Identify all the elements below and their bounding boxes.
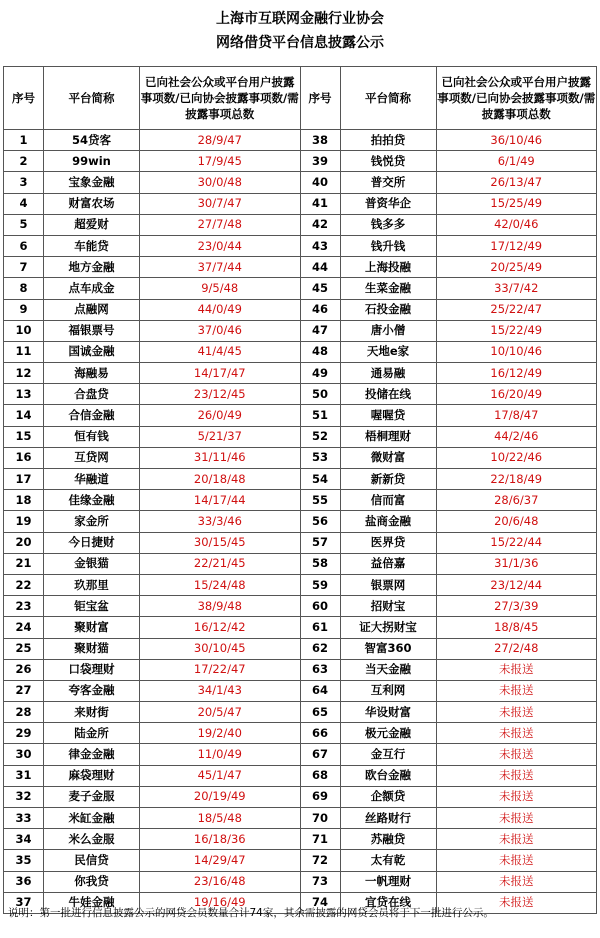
left-platform-name-cell: 牛娃金融 bbox=[44, 892, 140, 913]
header-seq-right: 序号 bbox=[300, 67, 340, 130]
left-platform-name-cell: 金银猫 bbox=[44, 553, 140, 574]
table-row bbox=[4, 257, 597, 278]
right-platform-name-cell: 益倍嘉 bbox=[340, 553, 436, 574]
right-disclosure-value-cell: 未报送 bbox=[436, 659, 597, 680]
table-row bbox=[4, 447, 597, 468]
title-disclosure: 网络借贷平台信息披露公示 bbox=[216, 35, 384, 51]
right-disclosure-value-cell: 16/20/49 bbox=[436, 384, 597, 405]
right-platform-name-cell: 智富360 bbox=[340, 638, 436, 659]
left-platform-name-cell: 口袋理财 bbox=[44, 659, 140, 680]
right-platform-name-cell: 金互行 bbox=[340, 744, 436, 765]
header-row bbox=[4, 67, 597, 130]
footnote: 说明：第一批进行信息披露公示的网贷会员数量合计74家，其余需披露的网贷会员将于下一批进行公示。 bbox=[8, 907, 494, 919]
right-platform-name-cell: 苏融贷 bbox=[340, 829, 436, 850]
table-row bbox=[4, 744, 597, 765]
left-seq-cell: 4 bbox=[4, 193, 44, 214]
left-disclosure-value-cell: 26/0/49 bbox=[140, 405, 301, 426]
right-disclosure-value-cell: 未报送 bbox=[436, 850, 597, 871]
left-seq-cell: 14 bbox=[4, 405, 44, 426]
table-row bbox=[4, 214, 597, 235]
right-platform-name-cell: 普交所 bbox=[340, 172, 436, 193]
table-row bbox=[4, 320, 597, 341]
right-seq-cell: 46 bbox=[300, 299, 340, 320]
left-disclosure-value-cell: 14/29/47 bbox=[140, 850, 301, 871]
left-disclosure-value-cell: 19/16/49 bbox=[140, 892, 301, 913]
right-platform-name-cell: 喔喔贷 bbox=[340, 405, 436, 426]
left-seq-cell: 6 bbox=[4, 235, 44, 256]
right-seq-cell: 67 bbox=[300, 744, 340, 765]
right-disclosure-value-cell: 未报送 bbox=[436, 744, 597, 765]
left-platform-name-cell: 华融道 bbox=[44, 469, 140, 490]
left-disclosure-value-cell: 20/19/49 bbox=[140, 786, 301, 807]
table-row bbox=[4, 511, 597, 532]
left-platform-name-cell: 国诚金融 bbox=[44, 341, 140, 362]
right-seq-cell: 38 bbox=[300, 130, 340, 151]
table-row bbox=[4, 680, 597, 701]
left-disclosure-value-cell: 28/9/47 bbox=[140, 130, 301, 151]
right-disclosure-value-cell: 31/1/36 bbox=[436, 553, 597, 574]
table-row bbox=[4, 617, 597, 638]
left-platform-name-cell: 点融网 bbox=[44, 299, 140, 320]
left-disclosure-value-cell: 19/2/40 bbox=[140, 723, 301, 744]
right-disclosure-value-cell: 未报送 bbox=[436, 892, 597, 913]
left-disclosure-value-cell: 16/12/42 bbox=[140, 617, 301, 638]
right-disclosure-value-cell: 未报送 bbox=[436, 808, 597, 829]
right-seq-cell: 65 bbox=[300, 702, 340, 723]
left-platform-name-cell: 99win bbox=[44, 151, 140, 172]
right-platform-name-cell: 石投金融 bbox=[340, 299, 436, 320]
left-platform-name-cell: 地方金融 bbox=[44, 257, 140, 278]
left-seq-cell: 27 bbox=[4, 680, 44, 701]
table-row bbox=[4, 723, 597, 744]
left-disclosure-value-cell: 30/7/47 bbox=[140, 193, 301, 214]
right-platform-name-cell: 新新贷 bbox=[340, 469, 436, 490]
right-seq-cell: 54 bbox=[300, 469, 340, 490]
right-disclosure-value-cell: 未报送 bbox=[436, 829, 597, 850]
right-platform-name-cell: 企额贷 bbox=[340, 786, 436, 807]
table-row bbox=[4, 871, 597, 892]
table-row bbox=[4, 786, 597, 807]
table-row bbox=[4, 151, 597, 172]
right-disclosure-value-cell: 未报送 bbox=[436, 871, 597, 892]
left-platform-name-cell: 钜宝盆 bbox=[44, 596, 140, 617]
right-disclosure-value-cell: 26/13/47 bbox=[436, 172, 597, 193]
left-seq-cell: 7 bbox=[4, 257, 44, 278]
right-seq-cell: 60 bbox=[300, 596, 340, 617]
right-disclosure-value-cell: 未报送 bbox=[436, 702, 597, 723]
right-platform-name-cell: 招财宝 bbox=[340, 596, 436, 617]
right-seq-cell: 42 bbox=[300, 214, 340, 235]
left-platform-name-cell: 聚财富 bbox=[44, 617, 140, 638]
right-seq-cell: 47 bbox=[300, 320, 340, 341]
right-platform-name-cell: 丝路财行 bbox=[340, 808, 436, 829]
table-row bbox=[4, 808, 597, 829]
left-seq-cell: 13 bbox=[4, 384, 44, 405]
right-seq-cell: 63 bbox=[300, 659, 340, 680]
left-platform-name-cell: 宝象金融 bbox=[44, 172, 140, 193]
left-disclosure-value-cell: 23/16/48 bbox=[140, 871, 301, 892]
left-disclosure-value-cell: 23/12/45 bbox=[140, 384, 301, 405]
left-seq-cell: 20 bbox=[4, 532, 44, 553]
left-seq-cell: 33 bbox=[4, 808, 44, 829]
left-platform-name-cell: 聚财猫 bbox=[44, 638, 140, 659]
right-platform-name-cell: 一帆理财 bbox=[340, 871, 436, 892]
left-disclosure-value-cell: 14/17/47 bbox=[140, 363, 301, 384]
table-row bbox=[4, 829, 597, 850]
left-seq-cell: 18 bbox=[4, 490, 44, 511]
left-seq-cell: 31 bbox=[4, 765, 44, 786]
left-disclosure-value-cell: 18/5/48 bbox=[140, 808, 301, 829]
table-row bbox=[4, 172, 597, 193]
left-seq-cell: 37 bbox=[4, 892, 44, 913]
left-disclosure-value-cell: 31/11/46 bbox=[140, 447, 301, 468]
right-seq-cell: 58 bbox=[300, 553, 340, 574]
left-seq-cell: 3 bbox=[4, 172, 44, 193]
left-seq-cell: 32 bbox=[4, 786, 44, 807]
right-disclosure-value-cell: 28/6/37 bbox=[436, 490, 597, 511]
right-disclosure-value-cell: 16/12/49 bbox=[436, 363, 597, 384]
right-disclosure-value-cell: 25/22/47 bbox=[436, 299, 597, 320]
left-seq-cell: 34 bbox=[4, 829, 44, 850]
left-platform-name-cell: 麻袋理财 bbox=[44, 765, 140, 786]
left-platform-name-cell: 54贷客 bbox=[44, 130, 140, 151]
left-disclosure-value-cell: 20/5/47 bbox=[140, 702, 301, 723]
header-name-left: 平台简称 bbox=[44, 67, 140, 130]
left-disclosure-value-cell: 23/0/44 bbox=[140, 235, 301, 256]
table-row bbox=[4, 278, 597, 299]
left-platform-name-cell: 佳缘金融 bbox=[44, 490, 140, 511]
table-row bbox=[4, 574, 597, 595]
right-platform-name-cell: 生菜金融 bbox=[340, 278, 436, 299]
left-platform-name-cell: 陆金所 bbox=[44, 723, 140, 744]
right-seq-cell: 51 bbox=[300, 405, 340, 426]
right-seq-cell: 55 bbox=[300, 490, 340, 511]
right-disclosure-value-cell: 15/22/49 bbox=[436, 320, 597, 341]
left-seq-cell: 36 bbox=[4, 871, 44, 892]
right-platform-name-cell: 欧台金融 bbox=[340, 765, 436, 786]
left-platform-name-cell: 今日捷财 bbox=[44, 532, 140, 553]
right-seq-cell: 62 bbox=[300, 638, 340, 659]
left-platform-name-cell: 合信金融 bbox=[44, 405, 140, 426]
right-disclosure-value-cell: 33/7/42 bbox=[436, 278, 597, 299]
right-disclosure-value-cell: 20/25/49 bbox=[436, 257, 597, 278]
right-seq-cell: 41 bbox=[300, 193, 340, 214]
table-row bbox=[4, 469, 597, 490]
right-disclosure-value-cell: 15/25/49 bbox=[436, 193, 597, 214]
right-platform-name-cell: 钱多多 bbox=[340, 214, 436, 235]
table-row bbox=[4, 235, 597, 256]
left-seq-cell: 30 bbox=[4, 744, 44, 765]
left-disclosure-value-cell: 37/7/44 bbox=[140, 257, 301, 278]
left-platform-name-cell: 车能贷 bbox=[44, 235, 140, 256]
left-disclosure-value-cell: 14/17/44 bbox=[140, 490, 301, 511]
left-seq-cell: 9 bbox=[4, 299, 44, 320]
left-disclosure-value-cell: 17/22/47 bbox=[140, 659, 301, 680]
header-seq-left: 序号 bbox=[4, 67, 44, 130]
right-seq-cell: 74 bbox=[300, 892, 340, 913]
right-platform-name-cell: 极元金融 bbox=[340, 723, 436, 744]
right-seq-cell: 40 bbox=[300, 172, 340, 193]
left-disclosure-value-cell: 16/18/36 bbox=[140, 829, 301, 850]
right-disclosure-value-cell: 27/3/39 bbox=[436, 596, 597, 617]
right-disclosure-value-cell: 44/2/46 bbox=[436, 426, 597, 447]
left-seq-cell: 35 bbox=[4, 850, 44, 871]
left-seq-cell: 28 bbox=[4, 702, 44, 723]
right-seq-cell: 50 bbox=[300, 384, 340, 405]
right-disclosure-value-cell: 22/18/49 bbox=[436, 469, 597, 490]
table-row bbox=[4, 405, 597, 426]
header-value-right: 已向社会公众或平台用户披露事项数/已向协会披露事项数/需披露事项总数 bbox=[436, 67, 597, 130]
left-platform-name-cell: 合盘贷 bbox=[44, 384, 140, 405]
right-disclosure-value-cell: 未报送 bbox=[436, 680, 597, 701]
right-platform-name-cell: 拍拍贷 bbox=[340, 130, 436, 151]
right-platform-name-cell: 银票网 bbox=[340, 574, 436, 595]
right-disclosure-value-cell: 10/10/46 bbox=[436, 341, 597, 362]
right-platform-name-cell: 投储在线 bbox=[340, 384, 436, 405]
right-disclosure-value-cell: 20/6/48 bbox=[436, 511, 597, 532]
table-row bbox=[4, 702, 597, 723]
table-row bbox=[4, 384, 597, 405]
right-seq-cell: 56 bbox=[300, 511, 340, 532]
left-disclosure-value-cell: 45/1/47 bbox=[140, 765, 301, 786]
left-platform-name-cell: 米么金服 bbox=[44, 829, 140, 850]
right-seq-cell: 43 bbox=[300, 235, 340, 256]
right-disclosure-value-cell: 36/10/46 bbox=[436, 130, 597, 151]
right-disclosure-value-cell: 23/12/44 bbox=[436, 574, 597, 595]
left-seq-cell: 22 bbox=[4, 574, 44, 595]
left-disclosure-value-cell: 37/0/46 bbox=[140, 320, 301, 341]
left-platform-name-cell: 福银票号 bbox=[44, 320, 140, 341]
left-platform-name-cell: 玖那里 bbox=[44, 574, 140, 595]
right-platform-name-cell: 太有乾 bbox=[340, 850, 436, 871]
left-seq-cell: 5 bbox=[4, 214, 44, 235]
table-row bbox=[4, 765, 597, 786]
left-seq-cell: 1 bbox=[4, 130, 44, 151]
right-seq-cell: 69 bbox=[300, 786, 340, 807]
left-seq-cell: 25 bbox=[4, 638, 44, 659]
right-seq-cell: 68 bbox=[300, 765, 340, 786]
right-seq-cell: 72 bbox=[300, 850, 340, 871]
left-seq-cell: 23 bbox=[4, 596, 44, 617]
right-seq-cell: 53 bbox=[300, 447, 340, 468]
left-disclosure-value-cell: 33/3/46 bbox=[140, 511, 301, 532]
right-platform-name-cell: 天地e家 bbox=[340, 341, 436, 362]
left-disclosure-value-cell: 22/21/45 bbox=[140, 553, 301, 574]
right-platform-name-cell: 梧桐理财 bbox=[340, 426, 436, 447]
title-association: 上海市互联网金融行业协会 bbox=[216, 11, 384, 27]
table-row bbox=[4, 638, 597, 659]
left-platform-name-cell: 恒有钱 bbox=[44, 426, 140, 447]
left-disclosure-value-cell: 15/24/48 bbox=[140, 574, 301, 595]
left-platform-name-cell: 互贷网 bbox=[44, 447, 140, 468]
left-platform-name-cell: 你我贷 bbox=[44, 871, 140, 892]
table-row bbox=[4, 553, 597, 574]
right-platform-name-cell: 当天金融 bbox=[340, 659, 436, 680]
left-seq-cell: 21 bbox=[4, 553, 44, 574]
right-disclosure-value-cell: 17/12/49 bbox=[436, 235, 597, 256]
left-seq-cell: 12 bbox=[4, 363, 44, 384]
right-seq-cell: 45 bbox=[300, 278, 340, 299]
right-platform-name-cell: 医界贷 bbox=[340, 532, 436, 553]
left-disclosure-value-cell: 30/10/45 bbox=[140, 638, 301, 659]
right-disclosure-value-cell: 未报送 bbox=[436, 723, 597, 744]
left-disclosure-value-cell: 34/1/43 bbox=[140, 680, 301, 701]
left-seq-cell: 29 bbox=[4, 723, 44, 744]
right-seq-cell: 44 bbox=[300, 257, 340, 278]
table-row bbox=[4, 659, 597, 680]
left-platform-name-cell: 财富农场 bbox=[44, 193, 140, 214]
right-disclosure-value-cell: 6/1/49 bbox=[436, 151, 597, 172]
right-disclosure-value-cell: 未报送 bbox=[436, 786, 597, 807]
left-platform-name-cell: 来财街 bbox=[44, 702, 140, 723]
left-seq-cell: 8 bbox=[4, 278, 44, 299]
right-disclosure-value-cell: 27/2/48 bbox=[436, 638, 597, 659]
table-row bbox=[4, 130, 597, 151]
disclosure-table bbox=[3, 66, 597, 914]
left-platform-name-cell: 家金所 bbox=[44, 511, 140, 532]
table-row bbox=[4, 299, 597, 320]
right-platform-name-cell: 唐小僧 bbox=[340, 320, 436, 341]
table-row bbox=[4, 193, 597, 214]
table-row bbox=[4, 850, 597, 871]
right-platform-name-cell: 互利网 bbox=[340, 680, 436, 701]
left-disclosure-value-cell: 5/21/37 bbox=[140, 426, 301, 447]
left-platform-name-cell: 律金金融 bbox=[44, 744, 140, 765]
table-row bbox=[4, 532, 597, 553]
right-disclosure-value-cell: 18/8/45 bbox=[436, 617, 597, 638]
right-seq-cell: 73 bbox=[300, 871, 340, 892]
right-seq-cell: 48 bbox=[300, 341, 340, 362]
right-platform-name-cell: 证大拐财宝 bbox=[340, 617, 436, 638]
header-name-right: 平台简称 bbox=[340, 67, 436, 130]
left-disclosure-value-cell: 17/9/45 bbox=[140, 151, 301, 172]
left-platform-name-cell: 海融易 bbox=[44, 363, 140, 384]
right-platform-name-cell: 华设财富 bbox=[340, 702, 436, 723]
left-disclosure-value-cell: 20/18/48 bbox=[140, 469, 301, 490]
right-disclosure-value-cell: 42/0/46 bbox=[436, 214, 597, 235]
left-platform-name-cell: 夸客金融 bbox=[44, 680, 140, 701]
right-platform-name-cell: 钱升钱 bbox=[340, 235, 436, 256]
left-platform-name-cell: 米缸金融 bbox=[44, 808, 140, 829]
left-platform-name-cell: 民信贷 bbox=[44, 850, 140, 871]
right-platform-name-cell: 通易融 bbox=[340, 363, 436, 384]
left-seq-cell: 26 bbox=[4, 659, 44, 680]
right-disclosure-value-cell: 15/22/44 bbox=[436, 532, 597, 553]
left-disclosure-value-cell: 41/4/45 bbox=[140, 341, 301, 362]
table-row bbox=[4, 426, 597, 447]
right-seq-cell: 66 bbox=[300, 723, 340, 744]
left-disclosure-value-cell: 38/9/48 bbox=[140, 596, 301, 617]
left-disclosure-value-cell: 27/7/48 bbox=[140, 214, 301, 235]
right-seq-cell: 59 bbox=[300, 574, 340, 595]
right-platform-name-cell: 微财富 bbox=[340, 447, 436, 468]
left-seq-cell: 2 bbox=[4, 151, 44, 172]
right-platform-name-cell: 上海投融 bbox=[340, 257, 436, 278]
right-seq-cell: 71 bbox=[300, 829, 340, 850]
left-disclosure-value-cell: 30/0/48 bbox=[140, 172, 301, 193]
left-seq-cell: 19 bbox=[4, 511, 44, 532]
left-seq-cell: 11 bbox=[4, 341, 44, 362]
right-seq-cell: 39 bbox=[300, 151, 340, 172]
table-row bbox=[4, 490, 597, 511]
left-disclosure-value-cell: 11/0/49 bbox=[140, 744, 301, 765]
table-row bbox=[4, 341, 597, 362]
right-seq-cell: 64 bbox=[300, 680, 340, 701]
left-seq-cell: 10 bbox=[4, 320, 44, 341]
left-platform-name-cell: 点车成金 bbox=[44, 278, 140, 299]
right-platform-name-cell: 钱悦贷 bbox=[340, 151, 436, 172]
right-seq-cell: 49 bbox=[300, 363, 340, 384]
right-seq-cell: 52 bbox=[300, 426, 340, 447]
left-disclosure-value-cell: 44/0/49 bbox=[140, 299, 301, 320]
right-platform-name-cell: 信而富 bbox=[340, 490, 436, 511]
left-seq-cell: 15 bbox=[4, 426, 44, 447]
right-disclosure-value-cell: 17/8/47 bbox=[436, 405, 597, 426]
right-platform-name-cell: 盐商金融 bbox=[340, 511, 436, 532]
left-platform-name-cell: 超爱财 bbox=[44, 214, 140, 235]
left-disclosure-value-cell: 30/15/45 bbox=[140, 532, 301, 553]
right-platform-name-cell: 宜贷在线 bbox=[340, 892, 436, 913]
right-platform-name-cell: 普资华企 bbox=[340, 193, 436, 214]
left-seq-cell: 24 bbox=[4, 617, 44, 638]
right-seq-cell: 70 bbox=[300, 808, 340, 829]
header-value-left: 已向社会公众或平台用户披露事项数/已向协会披露事项数/需披露事项总数 bbox=[140, 67, 301, 130]
table-row bbox=[4, 596, 597, 617]
right-disclosure-value-cell: 10/22/46 bbox=[436, 447, 597, 468]
left-seq-cell: 16 bbox=[4, 447, 44, 468]
right-seq-cell: 57 bbox=[300, 532, 340, 553]
right-seq-cell: 61 bbox=[300, 617, 340, 638]
left-disclosure-value-cell: 9/5/48 bbox=[140, 278, 301, 299]
left-seq-cell: 17 bbox=[4, 469, 44, 490]
left-platform-name-cell: 麦子金服 bbox=[44, 786, 140, 807]
table-row bbox=[4, 363, 597, 384]
right-disclosure-value-cell: 未报送 bbox=[436, 765, 597, 786]
